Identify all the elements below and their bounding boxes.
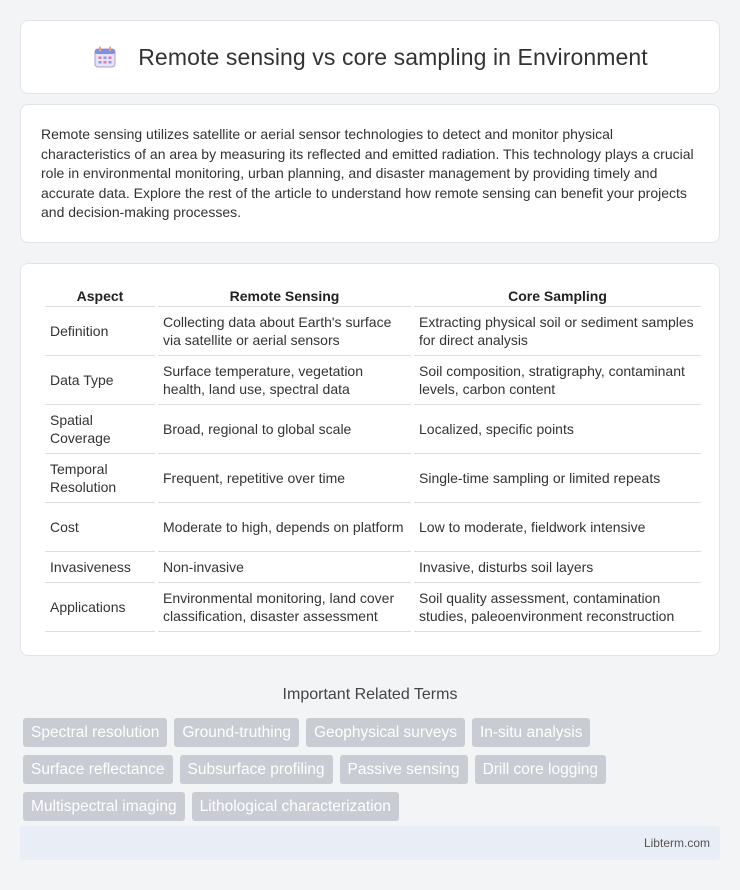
calendar-icon <box>92 44 118 70</box>
cell-aspect: Definition <box>45 307 155 356</box>
cell-remote: Environmental monitoring, land cover classification, disaster assessment <box>158 583 411 632</box>
footer-brand[interactable]: Libterm.com <box>643 836 710 850</box>
table-row <box>45 307 701 356</box>
cell-aspect: Temporal Resolution <box>45 454 155 503</box>
table-row <box>45 583 701 632</box>
intro-card <box>20 104 720 243</box>
cell-core: Invasive, disturbs soil layers <box>414 552 701 583</box>
table-header-row <box>45 284 701 307</box>
page-title: Remote sensing vs core sampling in Environment <box>138 43 648 70</box>
comparison-table <box>42 284 704 632</box>
cell-remote: Collecting data about Earth's surface via satellite or aerial sensors <box>158 307 411 356</box>
table-row <box>45 356 701 405</box>
tag-geophysical-surveys[interactable]: Geophysical surveys <box>306 718 465 747</box>
cell-aspect: Spatial Coverage <box>45 405 155 454</box>
tag-lithological-characterization[interactable]: Lithological characterization <box>192 792 399 821</box>
cell-core: Soil composition, stratigraphy, contaminant levels, carbon content <box>414 356 701 405</box>
tag-passive-sensing[interactable]: Passive sensing <box>340 755 468 784</box>
cell-aspect: Data Type <box>45 356 155 405</box>
related-terms-section <box>20 686 720 821</box>
tag-multispectral-imaging[interactable]: Multispectral imaging <box>23 792 185 821</box>
tag-spectral-resolution[interactable]: Spectral resolution <box>23 718 167 747</box>
cell-core: Localized, specific points <box>414 405 701 454</box>
related-terms-title: Important Related Terms <box>282 686 458 703</box>
cell-remote: Surface temperature, vegetation health, land use, spectral data <box>158 356 411 405</box>
cell-aspect: Applications <box>45 583 155 632</box>
table-row <box>45 552 701 583</box>
tag-subsurface-profiling[interactable]: Subsurface profiling <box>180 755 333 784</box>
cell-remote: Broad, regional to global scale <box>158 405 411 454</box>
cell-core: Low to moderate, fieldwork intensive <box>414 503 701 552</box>
tag-ground-truthing[interactable]: Ground-truthing <box>174 718 299 747</box>
footer <box>20 826 720 860</box>
cell-remote: Moderate to high, depends on platform <box>158 503 411 552</box>
cell-remote: Non-invasive <box>158 552 411 583</box>
related-terms-tags <box>20 718 720 821</box>
cell-core: Soil quality assessment, contamination studies, paleoenvironment reconstruction <box>414 583 701 632</box>
header-core-sampling: Core Sampling <box>414 284 701 307</box>
header-aspect: Aspect <box>45 284 155 307</box>
tag-in-situ-analysis[interactable]: In-situ analysis <box>472 718 591 747</box>
cell-core: Extracting physical soil or sediment samples for direct analysis <box>414 307 701 356</box>
table-row <box>45 503 701 552</box>
cell-aspect: Cost <box>45 503 155 552</box>
cell-aspect: Invasiveness <box>45 552 155 583</box>
comparison-card <box>20 263 720 656</box>
table-row <box>45 405 701 454</box>
tag-drill-core-logging[interactable]: Drill core logging <box>475 755 606 784</box>
title-card <box>20 20 720 94</box>
header-remote-sensing: Remote Sensing <box>158 284 411 307</box>
intro-text: Remote sensing utilizes satellite or aerial sensor technologies to detect and monitor physical characteristics of an area by measuring its reflected and emitted radiation. This technology plays a crucial role in environmental monitoring, urban planning, and disaster management by providing timely and accurate data. Explore the rest of the article to understand how remote sensing can benefit your projects and decision-making processes. <box>41 126 694 221</box>
table-row <box>45 454 701 503</box>
cell-remote: Frequent, repetitive over time <box>158 454 411 503</box>
cell-core: Single-time sampling or limited repeats <box>414 454 701 503</box>
tag-surface-reflectance[interactable]: Surface reflectance <box>23 755 173 784</box>
